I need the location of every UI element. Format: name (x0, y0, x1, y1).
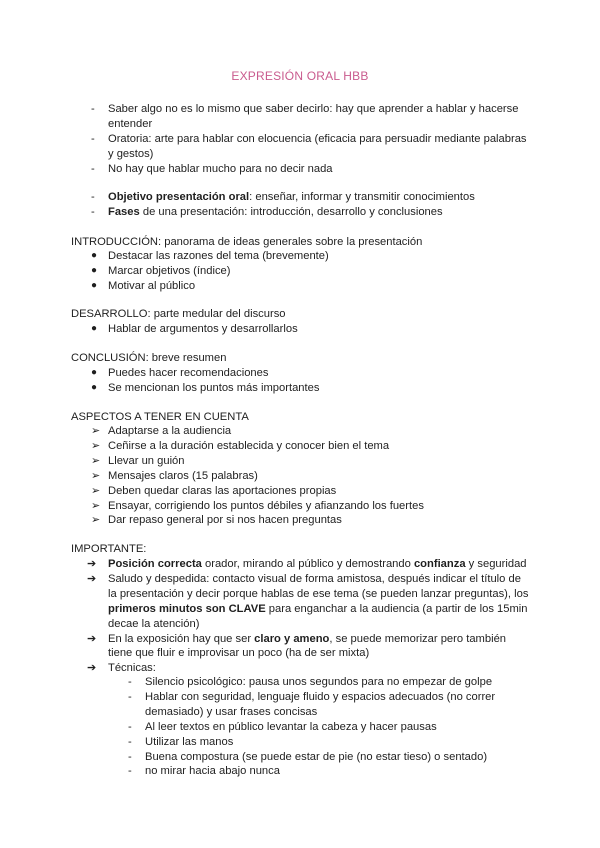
list-item-text (108, 661, 532, 676)
list-item-text: Dar repaso general por si nos hacen preguntas (108, 514, 342, 527)
list-item (91, 454, 531, 469)
bold-text: Objetivo presentación oral (108, 191, 250, 203)
tecnicas-list (128, 675, 528, 779)
list-marker: ➔ (87, 558, 97, 570)
list-marker: ➔ (87, 662, 97, 675)
list-item-text (108, 190, 531, 205)
list-marker: ➢ (91, 499, 101, 512)
bold-text: confianza (413, 558, 466, 570)
text-run: En la exposición hay que ser (108, 632, 255, 645)
list-item (91, 439, 531, 454)
list-item-text: Buena compostura (se puede estar de pie (no estar tieso) o sentado) (145, 750, 488, 763)
list-item-text: Utilizar las manos (145, 735, 234, 748)
importante-heading: IMPORTANTE: (71, 543, 147, 555)
list-item-text: Ensayar, corrigiendo los puntos débiles y afianzando los fuertes (108, 499, 424, 512)
list-marker: - (91, 103, 95, 115)
list-item-text: Hablar con seguridad, lenguaje fluido y espacios adecuados (no correr demasiado) y usar frases concisas (145, 690, 496, 718)
list-item-text: Destacar las razones del tema (brevemente) (108, 250, 329, 262)
text-run: No hay que hablar mucho para no decir nada (108, 162, 333, 175)
list-item-text: Motivar al público (108, 279, 196, 292)
objective-dash-list (91, 190, 531, 220)
list-marker: ➢ (91, 484, 101, 497)
intro-dash-list (91, 102, 531, 177)
list-item (128, 690, 528, 720)
list-item (91, 366, 531, 381)
list-marker: ● (91, 250, 98, 261)
list-item-text (108, 205, 531, 220)
list-item (91, 279, 531, 294)
list-item (91, 484, 531, 499)
bold-text: primeros minutos son CLAVE (108, 602, 266, 615)
text-run: para enganchar a la audiencia (a partir de los 15min decae la atención) (108, 602, 528, 630)
bold-text: Fases (108, 205, 140, 218)
text-run: de una presentación: introducción, desarrollo y conclusiones (139, 205, 443, 218)
list-marker: - (128, 690, 132, 703)
list-item-text (108, 557, 532, 572)
text-run: , se puede memorizar pero también tiene que fluir e improvisar un poco (ha de ser mixta) (108, 632, 507, 660)
list-item (91, 264, 531, 279)
list-marker: ➢ (91, 439, 101, 452)
list-item (91, 102, 531, 132)
text-run: : enseñar, informar y transmitir conocimientos (249, 191, 475, 203)
list-item (128, 720, 528, 735)
list-item (128, 764, 528, 779)
list-item (91, 190, 531, 205)
list-marker: ● (91, 381, 98, 393)
list-item (91, 162, 531, 177)
aspectos-heading: ASPECTOS A TENER EN CUENTA (71, 411, 249, 423)
list-marker: ● (91, 367, 98, 378)
list-item-text (108, 102, 531, 132)
list-marker: - (128, 676, 132, 688)
list-item-text: Mensajes claros (15 palabras) (108, 469, 258, 482)
list-marker: - (128, 765, 132, 778)
list-marker: - (128, 735, 132, 748)
text-run: Saber algo no es lo mismo que saber decirlo: hay que aprender a hablar y hacerse entender (108, 103, 519, 130)
conclusion-heading: CONCLUSIÓN: breve resumen (71, 352, 227, 364)
desarrollo-heading: DESARROLLO: parte medular del discurso (71, 308, 286, 320)
list-marker: ➔ (87, 632, 97, 645)
list-item (91, 322, 531, 337)
list-marker: - (91, 162, 95, 175)
list-item-text (108, 132, 531, 162)
list-item (91, 424, 531, 439)
list-item (91, 132, 531, 162)
document-title: EXPRESIÓN ORAL HBB (231, 69, 369, 83)
list-item-text: Adaptarse a la audiencia (108, 425, 232, 437)
list-item-text: Silencio psicológico: pausa unos segundos para no empezar de golpe (145, 676, 493, 688)
list-item-text: Llevar un guión (108, 454, 185, 467)
conclusion-list (91, 366, 531, 396)
list-item (91, 499, 531, 514)
list-item-text: Hablar de argumentos y desarrollarlos (108, 323, 298, 335)
list-marker: - (91, 205, 95, 218)
list-item (87, 661, 532, 676)
list-item-text: Marcar objetivos (índice) (108, 264, 231, 277)
text-run: y seguridad (465, 558, 527, 570)
desarrollo-list (91, 322, 531, 337)
list-marker: - (128, 750, 132, 763)
list-marker: ● (91, 279, 98, 291)
list-item (91, 381, 531, 396)
list-marker: ➢ (91, 514, 101, 527)
bold-text: claro y ameno (254, 632, 330, 645)
text-run: Saludo y despedida: contacto visual de forma amistosa, después indicar el título de la presentación y decir porque hablas de ese tema (se pueden lanzar preguntas), los (108, 572, 529, 600)
list-item (87, 572, 532, 632)
text-run: Técnicas: (108, 662, 156, 675)
aspectos-list (91, 424, 531, 528)
list-item (128, 675, 528, 690)
list-item-text: Deben quedar claras las aportaciones propias (108, 484, 337, 497)
list-marker: ➢ (91, 454, 101, 467)
list-item-text (108, 572, 532, 632)
text-run: orador, mirando al público y demostrando (201, 558, 414, 570)
list-item-text (108, 162, 531, 177)
list-item (91, 513, 531, 528)
list-item (128, 735, 528, 750)
list-marker: ➢ (91, 469, 101, 482)
introduccion-list (91, 249, 531, 294)
list-marker: ➔ (87, 572, 97, 585)
introduccion-heading: INTRODUCCIÓN: panorama de ideas generales sobre la presentación (71, 236, 423, 248)
list-item-text (108, 632, 532, 662)
list-item (87, 557, 532, 572)
list-item-text: Ceñirse a la duración establecida y conocer bien el tema (108, 439, 390, 452)
list-marker: - (128, 720, 132, 733)
list-item (128, 750, 528, 765)
list-item-text: Puedes hacer recomendaciones (108, 367, 269, 379)
list-item (91, 249, 531, 264)
list-item-text: Al leer textos en público levantar la cabeza y hacer pausas (145, 720, 437, 733)
list-item (87, 632, 532, 662)
importante-list (87, 557, 532, 676)
list-marker: ● (91, 264, 98, 276)
bold-text: Posición correcta (108, 558, 202, 570)
list-item-text: Se mencionan los puntos más importantes (108, 381, 320, 394)
list-marker: - (91, 132, 95, 145)
list-item-text: no mirar hacia abajo nunca (145, 765, 280, 778)
list-marker: ➢ (91, 425, 101, 437)
list-marker: ● (91, 323, 98, 334)
list-item (91, 205, 531, 220)
text-run: Oratoria: arte para hablar con elocuencia (eficacia para persuadir mediante palabras y gestos) (108, 132, 527, 160)
list-marker: - (91, 191, 95, 203)
list-item (91, 469, 531, 484)
